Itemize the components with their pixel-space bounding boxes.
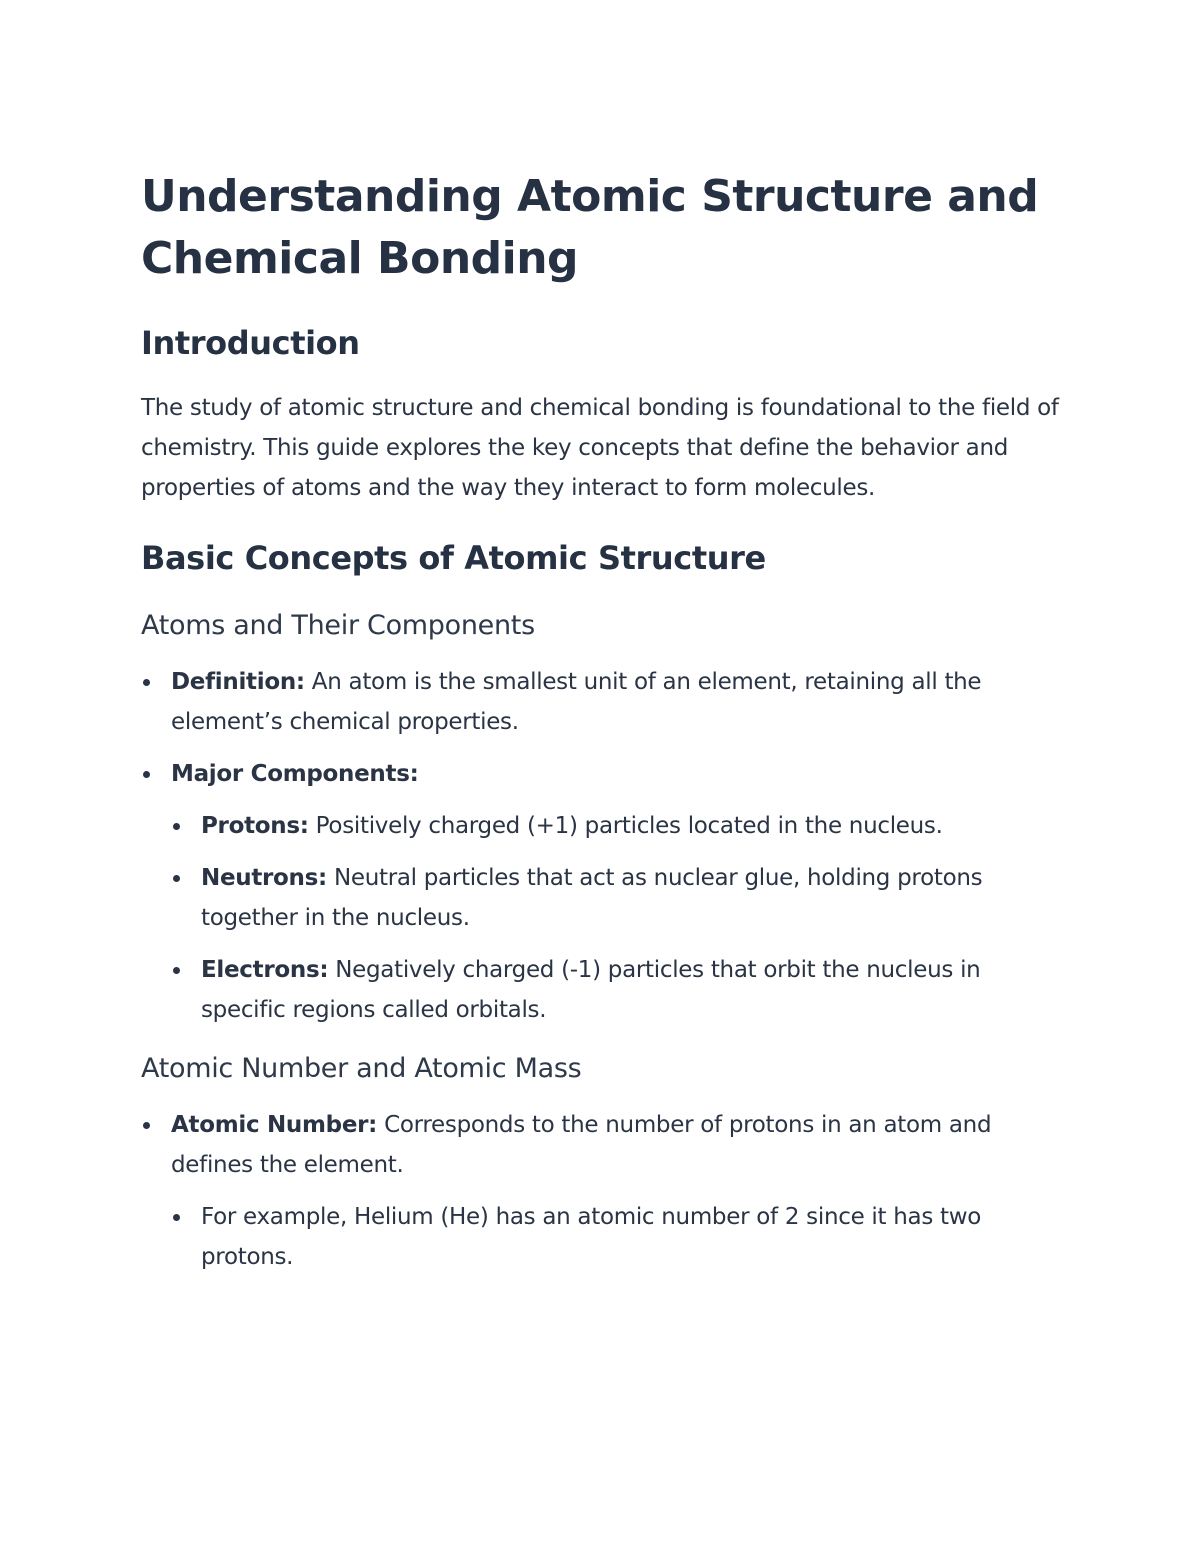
bullet-icon (173, 823, 180, 830)
neutrons-term: Neutrons: (201, 865, 327, 891)
atoms-components-heading: Atoms and Their Components (141, 610, 535, 641)
bullet-icon (143, 1122, 150, 1129)
bullet-icon (173, 875, 180, 882)
bullet-icon (143, 679, 150, 686)
list-item-electrons (171, 950, 1061, 1030)
atomic-number-term: Atomic Number: (171, 1112, 378, 1138)
list-item-neutrons (171, 858, 1061, 938)
bullet-icon (173, 967, 180, 974)
atoms-components-list (141, 662, 1061, 1030)
bullet-icon (143, 771, 150, 778)
list-item-helium-example (171, 1197, 1061, 1277)
atomic-number-sublist (171, 1197, 1061, 1277)
atomic-number-mass-heading: Atomic Number and Atomic Mass (141, 1053, 582, 1084)
major-components-term: Major Components: (171, 761, 419, 787)
protons-term: Protons: (201, 813, 309, 839)
introduction-paragraph: The study of atomic structure and chemical bonding is foundational to the field of chemistry. This guide explores the key concepts that define the behavior and properties of atoms and the way they interact to form molecules. (141, 395, 1059, 501)
components-sublist (171, 806, 1061, 1030)
atomic-number-text: Corresponds to the number of protons in an atom and defines the element. (171, 1112, 992, 1178)
introduction-heading: Introduction (141, 324, 360, 362)
list-item-major-components (141, 754, 1061, 1030)
list-item-definition (141, 662, 1061, 742)
definition-text: An atom is the smallest unit of an element, retaining all the element’s chemical properties. (171, 669, 982, 735)
atomic-number-list (141, 1105, 1061, 1277)
electrons-term: Electrons: (201, 957, 329, 983)
list-item-atomic-number (141, 1105, 1061, 1277)
electrons-text: Negatively charged (-1) particles that orbit the nucleus in specific regions called orbitals. (201, 957, 981, 1023)
protons-text: Positively charged (+1) particles located in the nucleus. (308, 813, 943, 839)
definition-term: Definition: (171, 669, 305, 695)
bullet-icon (173, 1214, 180, 1221)
basic-concepts-heading: Basic Concepts of Atomic Structure (141, 539, 766, 577)
document-title: Understanding Atomic Structure and Chemical Bonding (141, 171, 1039, 284)
document-page (141, 166, 1061, 1277)
neutrons-text: Neutral particles that act as nuclear glue, holding protons together in the nucleus. (201, 865, 983, 931)
list-item-protons (171, 806, 1061, 846)
helium-example-text: For example, Helium (He) has an atomic number of 2 since it has two protons. (201, 1204, 982, 1270)
